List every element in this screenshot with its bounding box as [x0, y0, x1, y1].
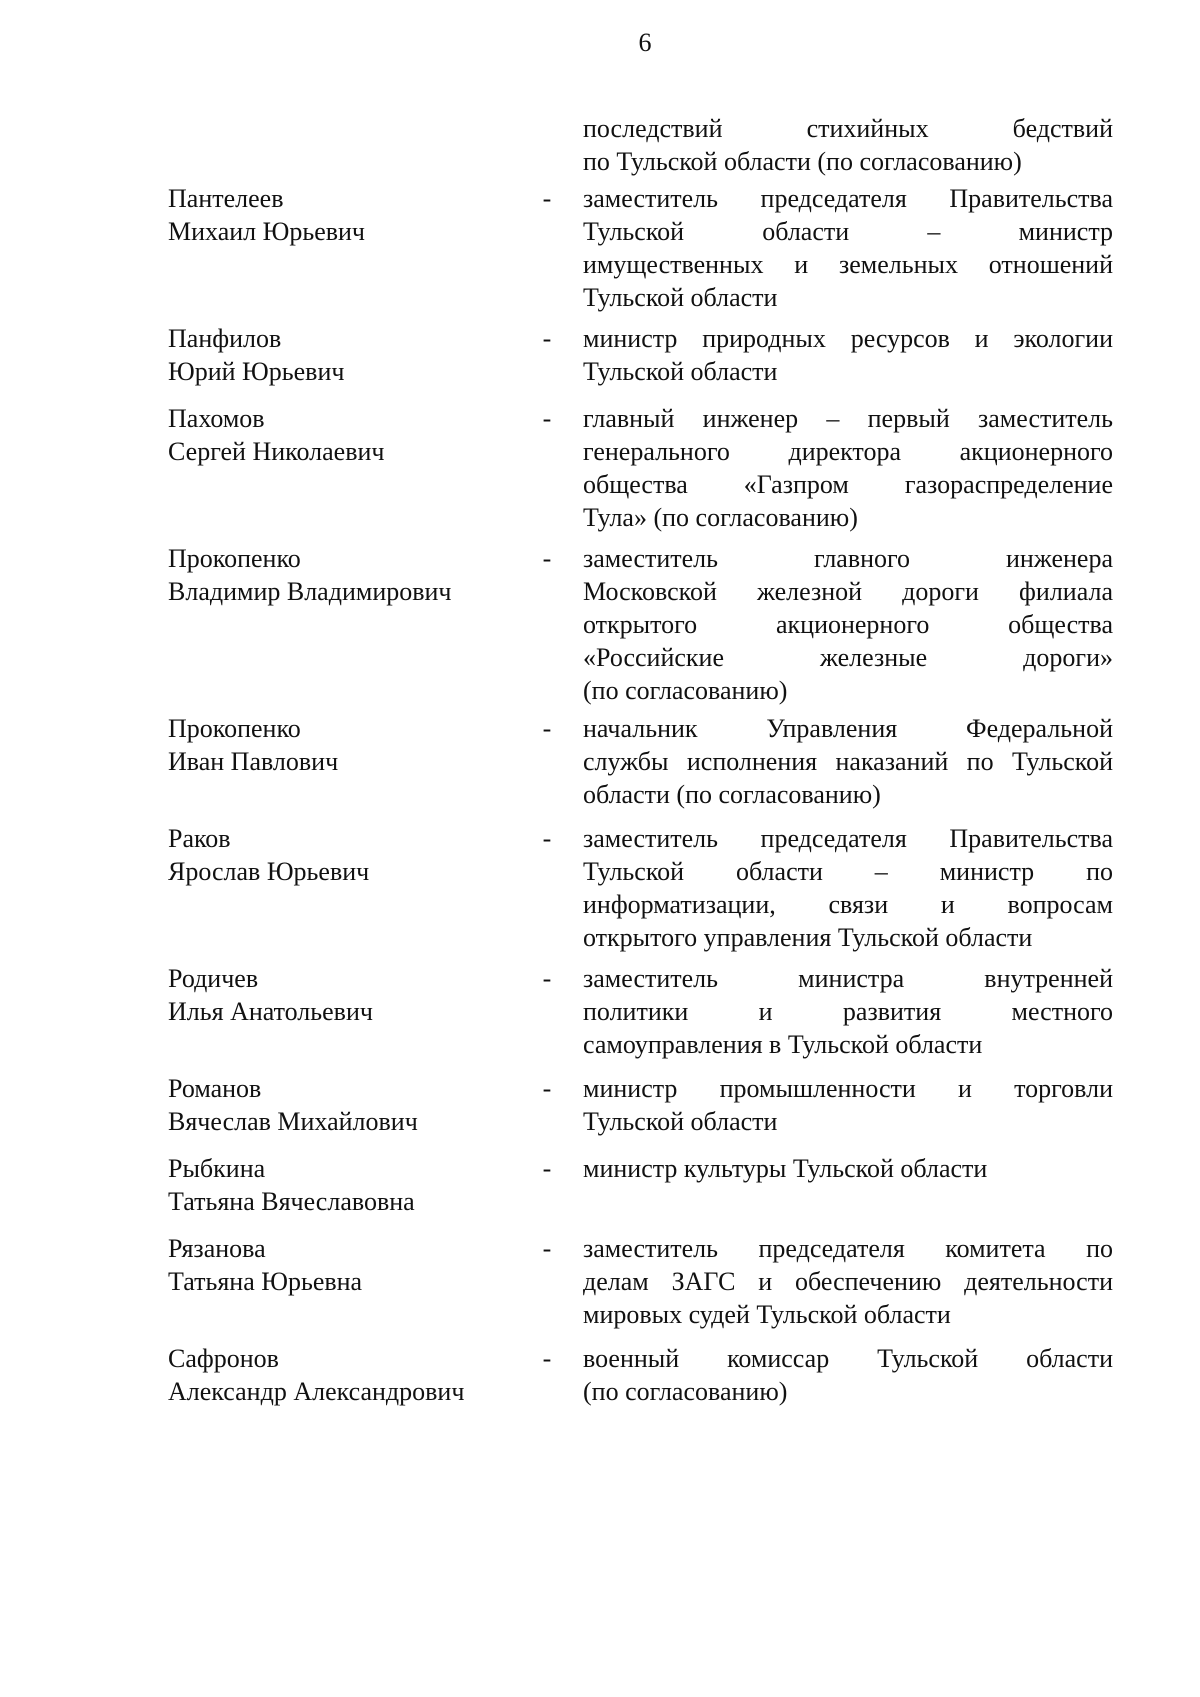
member-given-names: Татьяна Вячеславовна [168, 1187, 415, 1216]
continuation-line: по Тульской области (по согласованию) [583, 147, 1022, 176]
role-line: Тульской области – министр по [583, 857, 1113, 886]
member-surname: Пантелеев [168, 184, 284, 213]
member-dash: - [542, 544, 552, 573]
member-dash: - [542, 824, 552, 853]
member-name [168, 402, 528, 468]
member-given-names: Владимир Владимирович [168, 577, 452, 606]
role-line: открытого акционерного общества [583, 610, 1113, 639]
page-number: 6 [638, 28, 652, 57]
role-line: общества «Газпром газораспределение [583, 470, 1113, 499]
member-name [168, 1342, 528, 1408]
member-name [168, 542, 528, 608]
role-line: службы исполнения наказаний по Тульской [583, 747, 1113, 776]
member-surname: Раков [168, 824, 231, 853]
member-surname: Прокопенко [168, 714, 301, 743]
member-surname: Прокопенко [168, 544, 301, 573]
role-line: начальник Управления Федеральной [583, 714, 1113, 743]
member-role [583, 822, 1113, 954]
member-surname: Рязанова [168, 1234, 266, 1263]
member-dash: - [542, 404, 552, 433]
member-surname: Панфилов [168, 324, 282, 353]
member-role [583, 1232, 1113, 1331]
role-line: (по согласованию) [583, 676, 788, 705]
role-line: заместитель председателя Правительства [583, 184, 1113, 213]
role-line: министр промышленности и торговли [583, 1074, 1113, 1103]
member-role [583, 1072, 1113, 1138]
member-given-names: Илья Анатольевич [168, 997, 373, 1026]
role-line: Тульской области [583, 357, 778, 386]
role-line: генерального директора акционерного [583, 437, 1113, 466]
member-given-names: Татьяна Юрьевна [168, 1267, 363, 1296]
role-line: имущественных и земельных отношений [583, 250, 1113, 279]
member-given-names: Александр Александрович [168, 1377, 465, 1406]
member-dash: - [542, 1344, 552, 1373]
member-surname: Романов [168, 1074, 262, 1103]
member-role [583, 322, 1113, 388]
role-line: Тульской области – министр [583, 217, 1113, 246]
member-name [168, 1232, 528, 1298]
role-line: самоуправления в Тульской области [583, 1030, 983, 1059]
member-given-names: Иван Павлович [168, 747, 339, 776]
member-surname: Сафронов [168, 1344, 279, 1373]
role-line: Московской железной дороги филиала [583, 577, 1113, 606]
role-line: заместитель председателя комитета по [583, 1234, 1113, 1263]
role-line: (по согласованию) [583, 1377, 788, 1406]
member-name [168, 712, 528, 778]
member-surname: Пахомов [168, 404, 265, 433]
continuation-text [583, 112, 1113, 178]
member-dash: - [542, 324, 552, 353]
role-line: политики и развития местного [583, 997, 1113, 1026]
member-given-names: Сергей Николаевич [168, 437, 385, 466]
role-line: Тульской области [583, 1107, 778, 1136]
member-surname: Родичев [168, 964, 259, 993]
member-dash: - [542, 964, 552, 993]
member-given-names: Юрий Юрьевич [168, 357, 345, 386]
member-dash: - [542, 1074, 552, 1103]
member-role [583, 402, 1113, 534]
role-line: министр культуры Тульской области [583, 1154, 988, 1183]
member-role [583, 712, 1113, 811]
member-given-names: Вячеслав Михайлович [168, 1107, 418, 1136]
role-line: Тула» (по согласованию) [583, 503, 858, 532]
role-line: информатизации, связи и вопросам [583, 890, 1113, 919]
member-dash: - [542, 1234, 552, 1263]
member-dash: - [542, 1154, 552, 1183]
member-role [583, 542, 1113, 707]
member-role [583, 1342, 1113, 1408]
member-name [168, 822, 528, 888]
member-role [583, 182, 1113, 314]
role-line: Тульской области [583, 283, 778, 312]
member-name [168, 182, 528, 248]
role-line: министр природных ресурсов и экологии [583, 324, 1113, 353]
member-given-names: Михаил Юрьевич [168, 217, 366, 246]
role-line: области (по согласованию) [583, 780, 881, 809]
role-line: заместитель председателя Правительства [583, 824, 1113, 853]
member-name [168, 322, 528, 388]
role-line: открытого управления Тульской области [583, 923, 1033, 952]
role-line: заместитель главного инженера [583, 544, 1113, 573]
member-dash: - [542, 184, 552, 213]
member-name [168, 962, 528, 1028]
role-line: главный инженер – первый заместитель [583, 404, 1113, 433]
role-line: мировых судей Тульской области [583, 1300, 951, 1329]
role-line: «Российские железные дороги» [583, 643, 1113, 672]
role-line: делам ЗАГС и обеспечению деятельности [583, 1267, 1113, 1296]
member-role [583, 962, 1113, 1061]
member-surname: Рыбкина [168, 1154, 266, 1183]
continuation-line: последствий стихийных бедствий [583, 114, 1113, 143]
role-line: заместитель министра внутренней [583, 964, 1113, 993]
member-name [168, 1152, 528, 1218]
member-given-names: Ярослав Юрьевич [168, 857, 370, 886]
member-name [168, 1072, 528, 1138]
role-line: военный комиссар Тульской области [583, 1344, 1113, 1373]
member-dash: - [542, 714, 552, 743]
member-role [583, 1152, 1113, 1185]
